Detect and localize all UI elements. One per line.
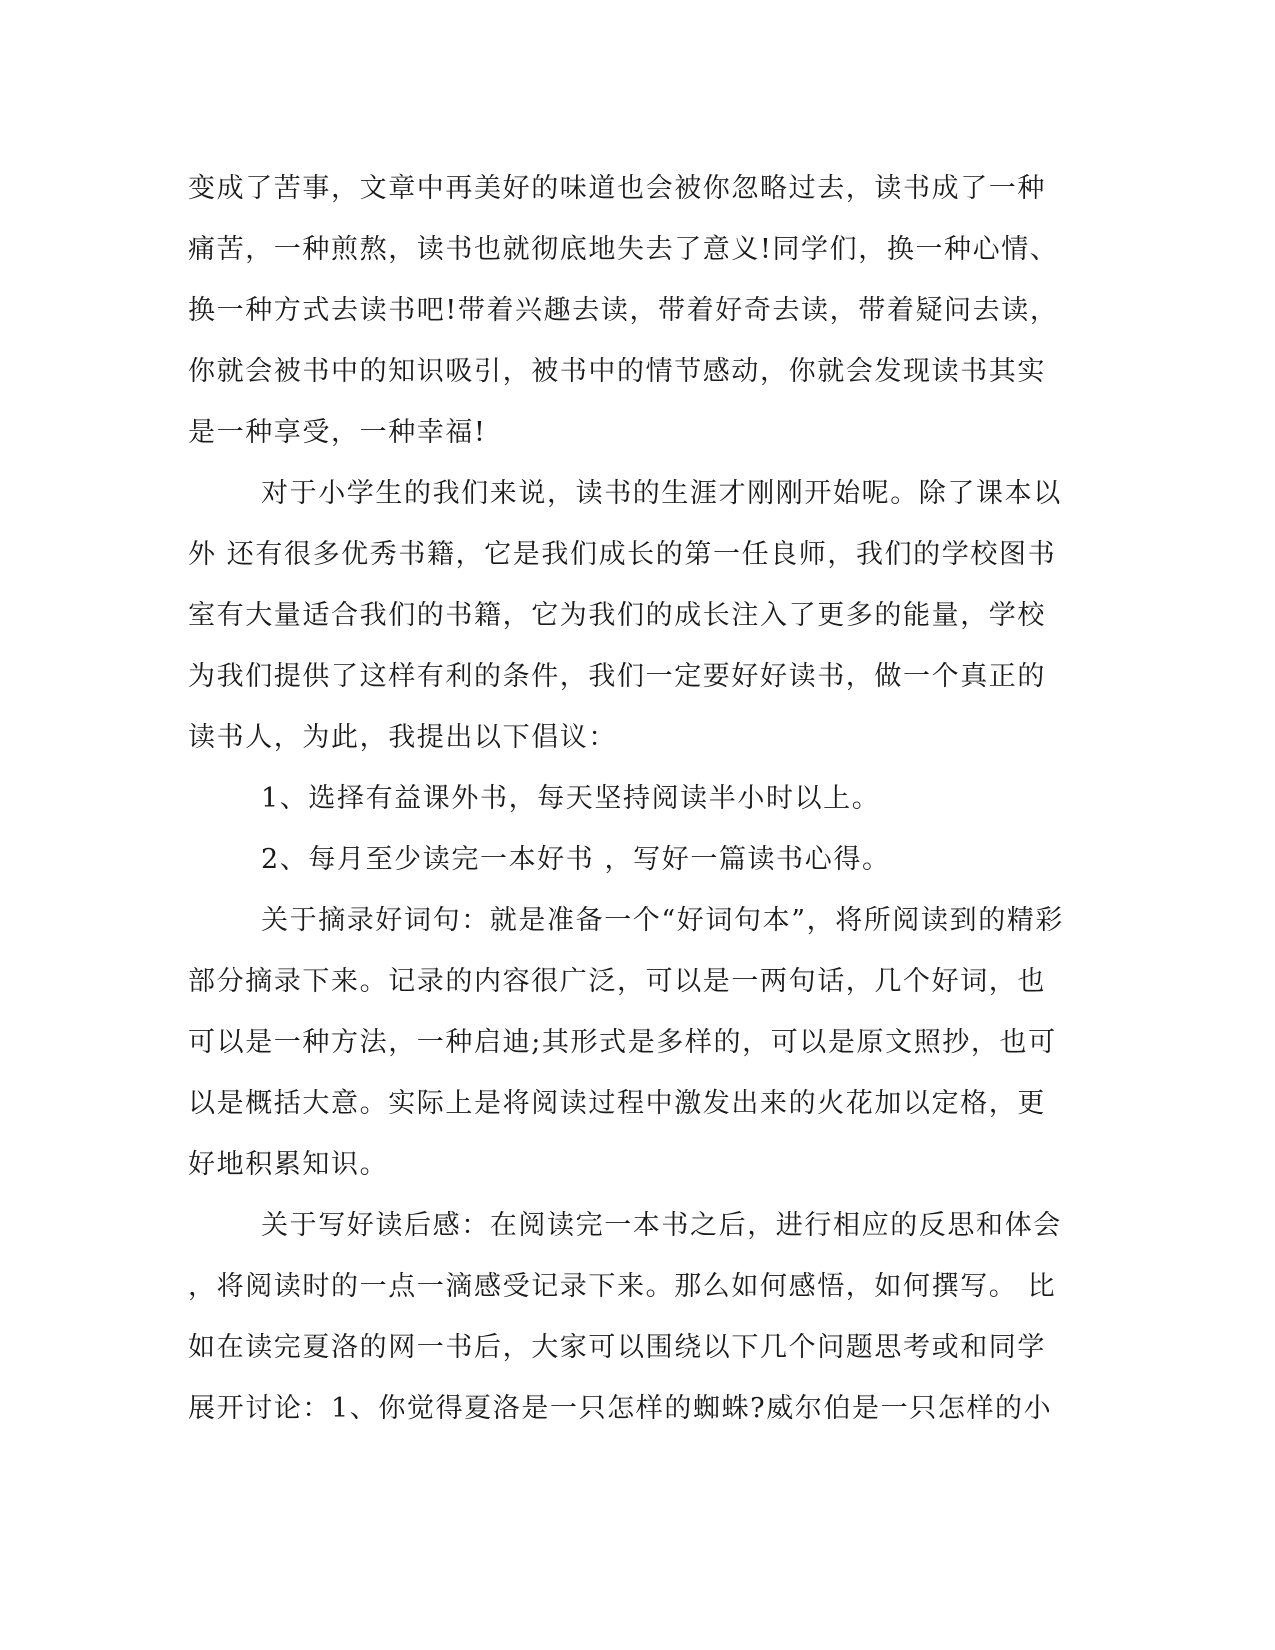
text-line: 痛苦，一种煎熬，读书也就彻底地失去了意义!同学们，换一种心情、 [188, 234, 1059, 265]
text-line: 关于写好读后感：在阅读完一本书之后，进行相应的反思和体会 [261, 1210, 1062, 1241]
text-line: 变成了苦事，文章中再美好的味道也会被你忽略过去，读书成了一种 [188, 173, 1046, 204]
text-line: 你就会被书中的知识吸引，被书中的情节感动，你就会发现读书其实 [188, 356, 1046, 387]
list-item: 2、每月至少读完一本好书 ，写好一篇读书心得。 [261, 844, 891, 875]
text-line: 换一种方式去读书吧!带着兴趣去读，带着好奇去读，带着疑问去读， [188, 295, 1059, 326]
text-line: 读书人，为此，我提出以下倡议： [188, 722, 617, 753]
text-line: 是一种享受，一种幸福! [188, 417, 487, 448]
text-line: 如在读完夏洛的网一书后，大家可以围绕以下几个问题思考或和同学 [188, 1332, 1046, 1363]
text-line: ，将阅读时的一点一滴感受记录下来。那么如何感悟，如何撰写。 比 [188, 1271, 1057, 1302]
text-line: 部分摘录下来。记录的内容很广泛，可以是一两句话，几个好词，也 [188, 966, 1046, 997]
text-line: 对于小学生的我们来说，读书的生涯才刚刚开始呢。除了课本以 [261, 478, 1062, 509]
text-line: 为我们提供了这样有利的条件，我们一定要好好读书，做一个真正的 [188, 661, 1046, 692]
text-line: 展开讨论：1、你觉得夏洛是一只怎样的蜘蛛?威尔伯是一只怎样的小 [188, 1393, 1053, 1424]
text-line: 可以是一种方法，一种启迪;其形式是多样的，可以是原文照抄，也可 [188, 1027, 1057, 1058]
text-line: 室有大量适合我们的书籍，它为我们的成长注入了更多的能量，学校 [188, 600, 1046, 631]
body-text [188, 158, 1068, 1439]
text-line: 关于摘录好词句：就是准备一个“好词句本”，将所阅读到的精彩 [261, 905, 1065, 936]
text-line: 以是概括大意。实际上是将阅读过程中激发出来的火花加以定格，更 [188, 1088, 1046, 1119]
text-line: 好地积累知识。 [188, 1149, 389, 1180]
list-item: 1、选择有益课外书，每天坚持阅读半小时以上。 [261, 783, 881, 814]
text-line: 外 还有很多优秀书籍，它是我们成长的第一任良师，我们的学校图书 [188, 539, 1057, 570]
